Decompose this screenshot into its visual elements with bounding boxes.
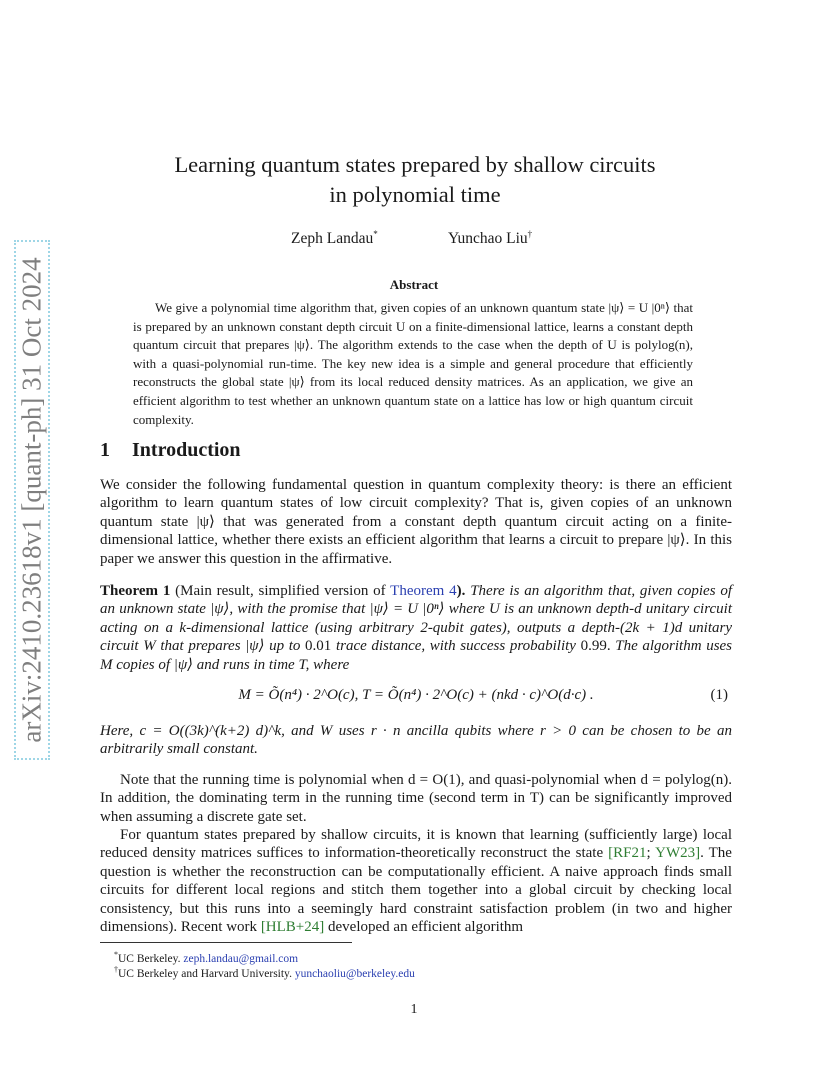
theorem-note-close: ). xyxy=(456,583,466,599)
theorem-label: Theorem 1 xyxy=(100,583,171,599)
author-mark: † xyxy=(527,229,533,239)
section-title: Introduction xyxy=(132,439,241,461)
theorem-conclusion: Here, c = O((3k)^(k+2) d)^k, and W uses r · n ancilla qubits where r > 0 can be chosen to be an arbitrarily small constant. xyxy=(100,723,732,758)
footnote-text: UC Berkeley. xyxy=(118,952,184,965)
footnote-mark: * xyxy=(114,950,118,959)
paragraph-text: For quantum states prepared by shallow circuits, it is known that learning (sufficiently large) local reduced density matrices suffices to information-theoretically reconstruct the state xyxy=(100,827,732,862)
equation-body: M = Õ(n⁴) · 2^O(c), T = Õ(n⁴) · 2^O(c) + (nkd · c)^O(d·c) . xyxy=(238,687,594,703)
paragraph-text: . The question is whether the reconstruction can be computationally efficient. A naive approach finds small circuits for different local regions and stitch them together into a global circuit by checking local consistency, but this runs into a seemingly hard constraint satisfaction problem (in two and higher dimensions). Recent work xyxy=(100,845,732,936)
equation-1 xyxy=(100,687,732,709)
theorem-text-b: trace distance, with success probability xyxy=(335,638,576,655)
footnote-mark: † xyxy=(114,965,118,974)
citation-separator: ; xyxy=(646,845,656,862)
citation-hlb24[interactable]: [HLB+24] xyxy=(260,919,325,936)
section-heading xyxy=(100,439,241,462)
equation-number: (1) xyxy=(710,687,728,703)
theorem-4-link[interactable]: Theorem 4 xyxy=(390,583,457,599)
author-name: Zeph Landau xyxy=(291,230,374,248)
theorem-note-text: (Main result, simplified version of xyxy=(175,583,391,599)
arxiv-identifier: arXiv:2410.23618v1 [quant-ph] 31 Oct 2024 xyxy=(16,257,47,743)
email-landau-link[interactable]: zeph.landau@gmail.com xyxy=(183,952,299,965)
runtime-paragraph: Note that the running time is polynomial when d = O(1), and quasi-polynomial when d = polylog(n). In addition, the dominating term in the running time (second term in T) can be significantly improved when assuming a discrete gate set. xyxy=(100,772,732,825)
theorem-block xyxy=(100,582,732,674)
author-name: Yunchao Liu xyxy=(448,230,528,248)
citation-bracket: ] xyxy=(695,845,701,862)
title-line-1: Learning quantum states prepared by shallow circuits xyxy=(174,152,656,177)
section-number: 1 xyxy=(100,439,110,461)
citation-yw23[interactable]: YW23 xyxy=(655,845,696,862)
shallow-circuits-paragraph xyxy=(100,826,732,936)
theorem-note xyxy=(175,583,465,599)
abstract-heading: Abstract xyxy=(389,277,439,292)
footnote-2 xyxy=(114,963,415,981)
intro-paragraph: We consider the following fundamental question in quantum complexity theory: is there an efficient algorithm to learn quantum states of low circuit complexity? That is, given copies of an unknown quantum state |ψ⟩ that was generated from a constant depth quantum circuit acting on a finite-dimensional lattice, whether there exists an efficient algorithm that learns a circuit to prepare |ψ⟩. In this paper we answer this question in the affirmative. xyxy=(100,477,732,567)
citation-bracket: [ xyxy=(608,845,614,862)
abstract-body: We give a polynomial time algorithm that, given copies of an unknown quantum state |ψ⟩ = U |0ⁿ⟩ that is prepared by an unknown constant depth circuit U on a finite-dimensional lattice, learns a constant depth quantum circuit that prepares |ψ⟩. The algorithm extends to the case when the depth of U is polylog(n), with a quasi-polynomial run-time. The key new idea is a simple and general procedure that efficiently reconstructs the global state |ψ⟩ from its local reduced density matrices. As an application, we give an efficient algorithm to test whether an unknown quantum state on a lattice has low or high quantum circuit complexity. xyxy=(133,300,693,427)
paper-title xyxy=(100,150,730,210)
author-mark: * xyxy=(373,229,378,239)
title-line-2: in polynomial time xyxy=(329,182,501,207)
trace-value: 0.01 xyxy=(305,638,332,655)
probability-value: 0.99. xyxy=(580,638,611,655)
page-number: 1 xyxy=(410,1002,418,1017)
paragraph-text: developed an efficient algorithm xyxy=(324,919,524,936)
theorem-text-c: The algorithm uses M copies of |ψ⟩ and runs in time T, where xyxy=(100,638,733,673)
citation-rf21[interactable]: RF21 xyxy=(613,845,647,862)
author-landau xyxy=(291,229,378,248)
theorem-text-a: There is an algorithm that, given copies of an unknown state |ψ⟩, with the promise that |ψ⟩ = U |0ⁿ⟩ where U is an unknown depth-d unitary circuit acting on a k-dimensional lattice (using arbitrary 2-qubit gates), outputs a depth-(2k + 1)d unitary circuit W that prepares |ψ⟩ up to xyxy=(100,583,733,655)
author-liu xyxy=(448,229,532,248)
footnote-rule xyxy=(100,942,352,943)
email-liu-link[interactable]: yunchaoliu@berkeley.edu xyxy=(294,967,415,980)
footnote-text: UC Berkeley and Harvard University. xyxy=(118,967,295,980)
